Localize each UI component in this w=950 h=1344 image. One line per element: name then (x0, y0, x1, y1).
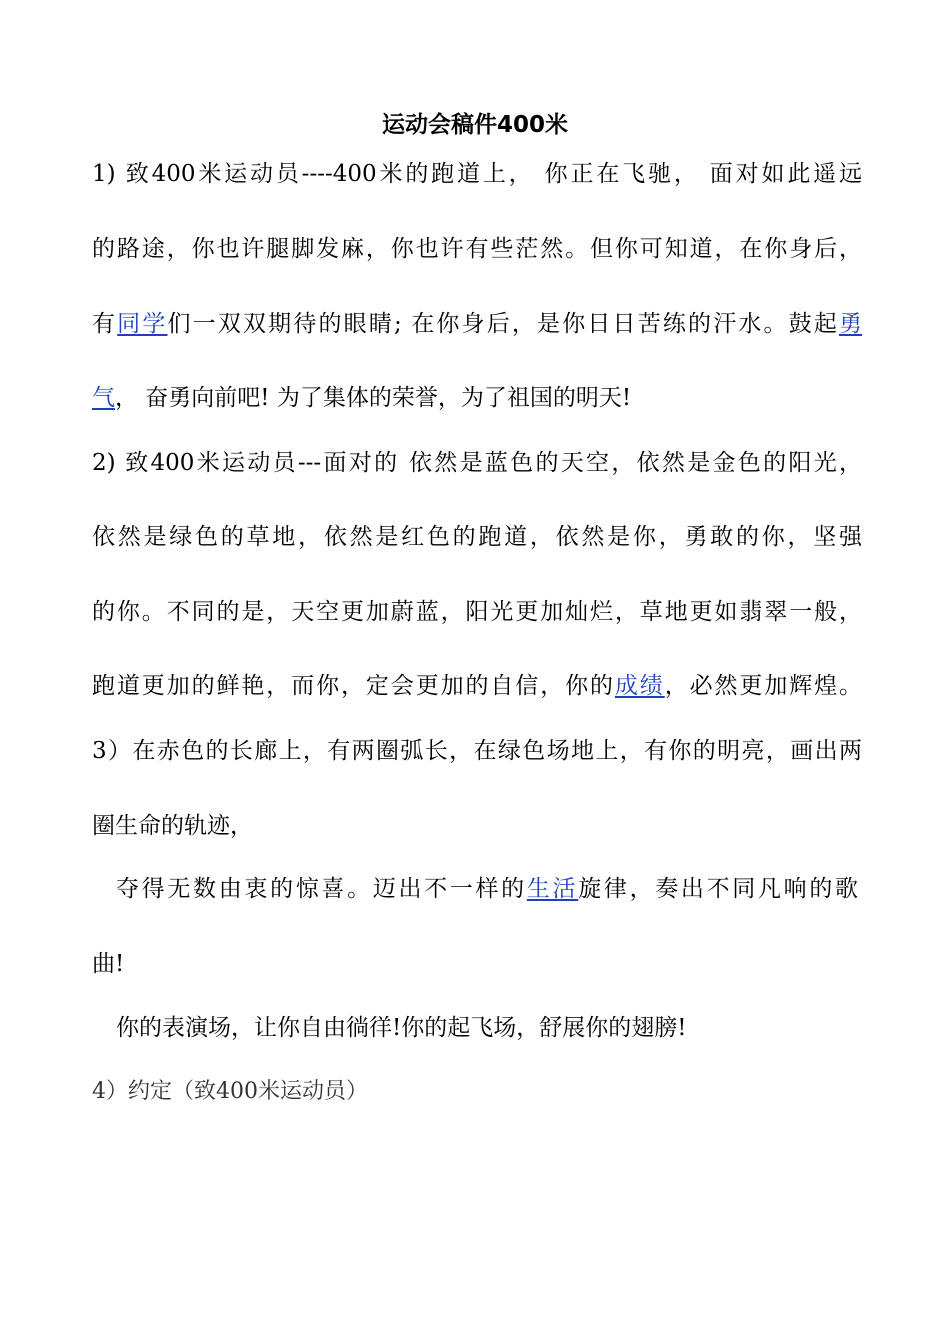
text-segment: 跑道更加的鲜艳，而你，定会更加的自信，你的 (92, 673, 615, 699)
document-title: 运动会稿件400米 (381, 112, 568, 138)
paragraph-2-line-2: 依然是绿色的草地，依然是红色的跑道，依然是你，勇敢的你，坚强 (92, 524, 862, 550)
paragraph-1-line-1: 1) 致400米运动员----400米的跑道上， 你正在飞驰， 面对如此遥远 (92, 161, 862, 187)
link-achievement[interactable]: 成绩 (614, 673, 665, 699)
paragraph-4-heading: 4）约定（致400米运动员） (92, 1079, 368, 1104)
paragraph-3-line-2: 圈生命的轨迹， (92, 813, 253, 839)
paragraph-2-line-4 (92, 670, 862, 702)
link-courage-part-2[interactable]: 气 (92, 385, 115, 411)
text-segment: 夺得无数由衷的惊喜。迈出不一样的 (116, 876, 527, 902)
text-segment: 有 (92, 311, 118, 337)
link-courage-part-1[interactable]: 勇 (839, 311, 863, 337)
link-life[interactable]: 生活 (526, 876, 579, 902)
paragraph-3-line-5: 你的表演场，让你自由徜徉!你的起飞场，舒展你的翅膀! (116, 1015, 687, 1041)
paragraph-3-line-4: 曲! (92, 951, 125, 977)
paragraph-1-line-2: 的路途，你也许腿脚发麻，你也许有些茫然。但你可知道，在你身后， (92, 236, 862, 262)
paragraph-3-line-3 (116, 873, 858, 905)
text-segment: ， 奋勇向前吧! 为了集体的荣誉，为了祖国的明天! (115, 385, 632, 411)
paragraph-1-line-4 (92, 382, 862, 414)
link-classmates[interactable]: 同学 (117, 311, 168, 337)
paragraph-3-line-1: 3）在赤色的长廊上，有两圈弧长，在绿色场地上，有你的明亮，画出两 (92, 738, 862, 764)
text-segment: ，必然更加辉煌。 (664, 673, 863, 699)
paragraph-2-line-3: 的你。不同的是，天空更加蔚蓝，阳光更加灿烂，草地更如翡翠一般， (92, 599, 862, 625)
text-segment: 们一双双期待的眼睛; 在你身后，是你日日苦练的汗水。鼓起 (167, 311, 840, 337)
paragraph-1-line-3 (92, 308, 862, 340)
paragraph-2-line-1: 2) 致400米运动员---面对的 依然是蓝色的天空，依然是金色的阳光， (92, 450, 862, 476)
text-segment: 旋律，奏出不同凡响的歌 (578, 876, 859, 902)
